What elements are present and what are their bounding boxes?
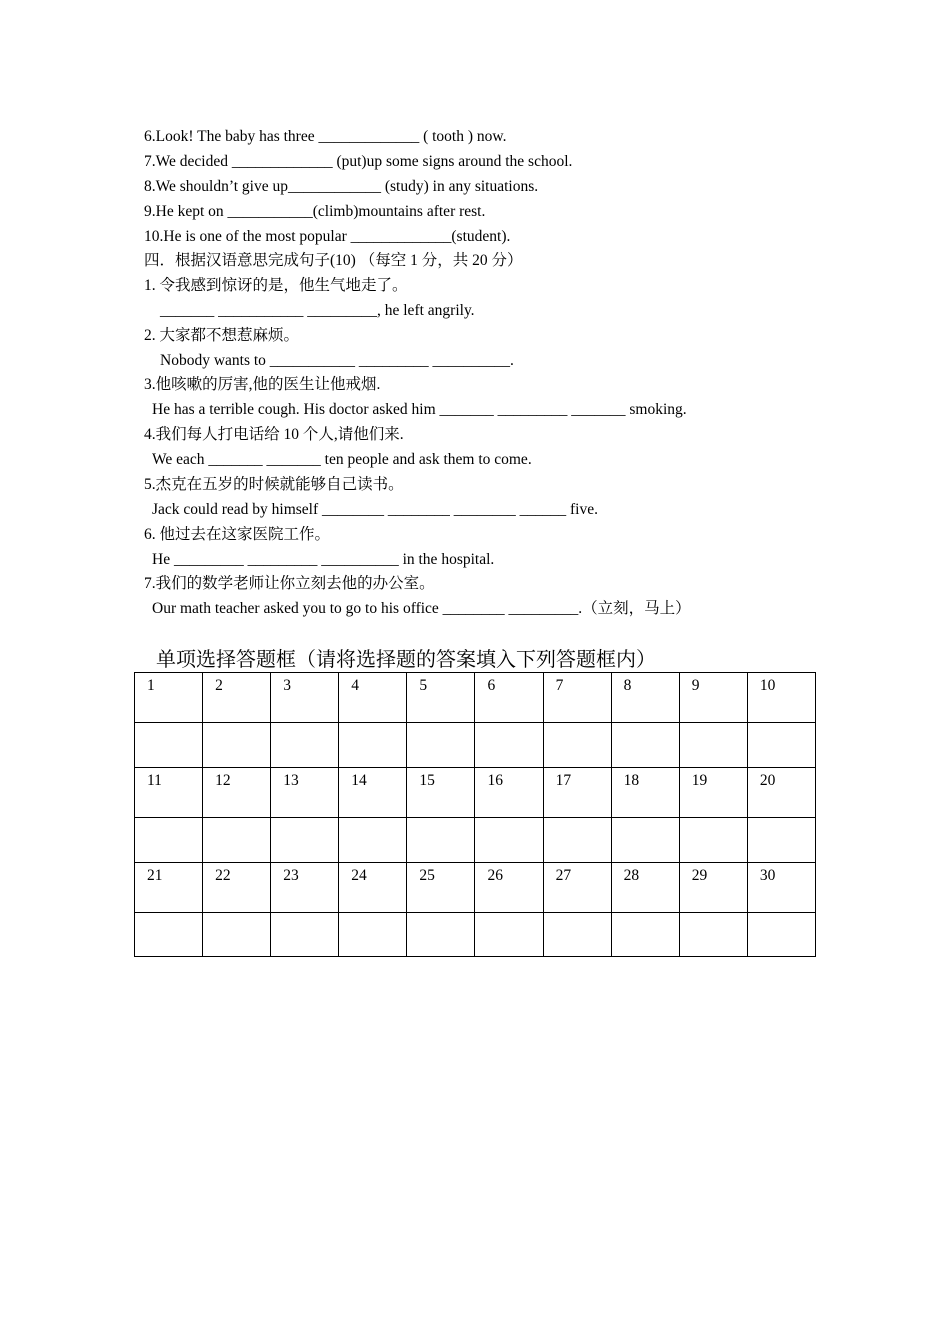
answer-cell[interactable]	[203, 818, 271, 863]
answer-cell[interactable]	[407, 913, 475, 957]
answer-number: 6	[475, 673, 543, 723]
answer-cell[interactable]	[611, 818, 679, 863]
answer-number: 7	[543, 673, 611, 723]
answer-cell[interactable]	[747, 723, 815, 768]
answer-number: 13	[271, 768, 339, 818]
part4-item-6-cn: 6. 他过去在这家医院工作。	[144, 526, 331, 543]
answer-number: 5	[407, 673, 475, 723]
answer-cell[interactable]	[135, 818, 203, 863]
part4-item-5-en: Jack could read by himself ________ ________ ________ ______ five.	[152, 501, 598, 518]
answer-number: 29	[679, 863, 747, 913]
answer-number: 12	[203, 768, 271, 818]
part4-item-1-en: _______ ___________ _________, he left angrily.	[160, 302, 475, 319]
part4-item-4-cn: 4.我们每人打电话给 10 个人,请他们来.	[144, 426, 404, 443]
answer-number: 22	[203, 863, 271, 913]
part4-item-5-cn: 5.杰克在五岁的时候就能够自己读书。	[144, 476, 404, 493]
answer-cell[interactable]	[543, 818, 611, 863]
answer-cell[interactable]	[339, 913, 407, 957]
answer-number: 8	[611, 673, 679, 723]
part4-item-3-cn: 3.他咳嗽的厉害,他的医生让他戒烟.	[144, 376, 381, 393]
answer-cell[interactable]	[611, 913, 679, 957]
answer-cell[interactable]	[611, 723, 679, 768]
table-row	[135, 723, 816, 768]
exercise-10: 10.He is one of the most popular _____________(student).	[144, 228, 511, 245]
answer-number: 30	[747, 863, 815, 913]
exercise-9: 9.He kept on ___________(climb)mountains after rest.	[144, 203, 486, 220]
table-row	[135, 913, 816, 957]
answer-number: 17	[543, 768, 611, 818]
answer-number: 2	[203, 673, 271, 723]
answer-cell[interactable]	[679, 723, 747, 768]
answer-number: 24	[339, 863, 407, 913]
table-row	[135, 863, 816, 913]
answer-number: 3	[271, 673, 339, 723]
answer-number: 21	[135, 863, 203, 913]
answer-cell[interactable]	[543, 913, 611, 957]
answer-cell[interactable]	[543, 723, 611, 768]
answer-cell[interactable]	[475, 913, 543, 957]
part4-item-2-cn: 2. 大家都不想惹麻烦。	[144, 327, 300, 344]
part4-item-2-en: Nobody wants to ___________ _________ __________.	[160, 352, 514, 369]
table-row	[135, 673, 816, 723]
answer-cell[interactable]	[203, 913, 271, 957]
answer-number: 4	[339, 673, 407, 723]
answer-cell[interactable]	[271, 913, 339, 957]
answer-number: 10	[747, 673, 815, 723]
part4-item-7-en: Our math teacher asked you to go to his office ________ _________.（立刻，马上）	[152, 600, 691, 617]
exercise-8: 8.We shouldn’t give up____________ (study) in any situations.	[144, 178, 539, 195]
answer-number: 15	[407, 768, 475, 818]
answer-cell[interactable]	[747, 818, 815, 863]
answer-number: 18	[611, 768, 679, 818]
answer-number: 19	[679, 768, 747, 818]
answer-cell[interactable]	[339, 723, 407, 768]
answer-number: 27	[543, 863, 611, 913]
answer-cell[interactable]	[679, 913, 747, 957]
answer-cell[interactable]	[271, 818, 339, 863]
answer-number: 11	[135, 768, 203, 818]
answer-number: 26	[475, 863, 543, 913]
answer-number: 28	[611, 863, 679, 913]
answer-number: 1	[135, 673, 203, 723]
answer-box-title: 单项选择答题框（请将选择题的答案填入下列答题框内）	[156, 649, 656, 671]
answer-cell[interactable]	[747, 913, 815, 957]
answer-cell[interactable]	[135, 723, 203, 768]
answer-number: 20	[747, 768, 815, 818]
answer-number: 16	[475, 768, 543, 818]
part4-item-1-cn: 1. 令我感到惊讶的是，他生气地走了。	[144, 277, 408, 294]
exercise-7: 7.We decided _____________ (put)up some signs around the school.	[144, 153, 573, 170]
answer-cell[interactable]	[679, 818, 747, 863]
table-row	[135, 818, 816, 863]
answer-number: 23	[271, 863, 339, 913]
part4-item-6-en: He _________ _________ __________ in the hospital.	[152, 551, 495, 568]
part4-item-4-en: We each _______ _______ ten people and ask them to come.	[152, 451, 532, 468]
answer-table	[134, 672, 816, 957]
answer-cell[interactable]	[407, 723, 475, 768]
answer-cell[interactable]	[407, 818, 475, 863]
answer-cell[interactable]	[339, 818, 407, 863]
part4-item-7-cn: 7.我们的数学老师让你立刻去他的办公室。	[144, 575, 435, 592]
table-row	[135, 768, 816, 818]
answer-cell[interactable]	[135, 913, 203, 957]
answer-cell[interactable]	[475, 723, 543, 768]
answer-number: 14	[339, 768, 407, 818]
answer-number: 25	[407, 863, 475, 913]
exercise-6: 6.Look! The baby has three _____________ ( tooth ) now.	[144, 128, 507, 145]
answer-cell[interactable]	[203, 723, 271, 768]
part4-heading: 四．根据汉语意思完成句子(10) （每空 1 分，共 20 分）	[144, 252, 523, 269]
part4-item-3-en: He has a terrible cough. His doctor asked him _______ _________ _______ smoking.	[152, 401, 687, 418]
answer-cell[interactable]	[271, 723, 339, 768]
answer-cell[interactable]	[475, 818, 543, 863]
answer-number: 9	[679, 673, 747, 723]
